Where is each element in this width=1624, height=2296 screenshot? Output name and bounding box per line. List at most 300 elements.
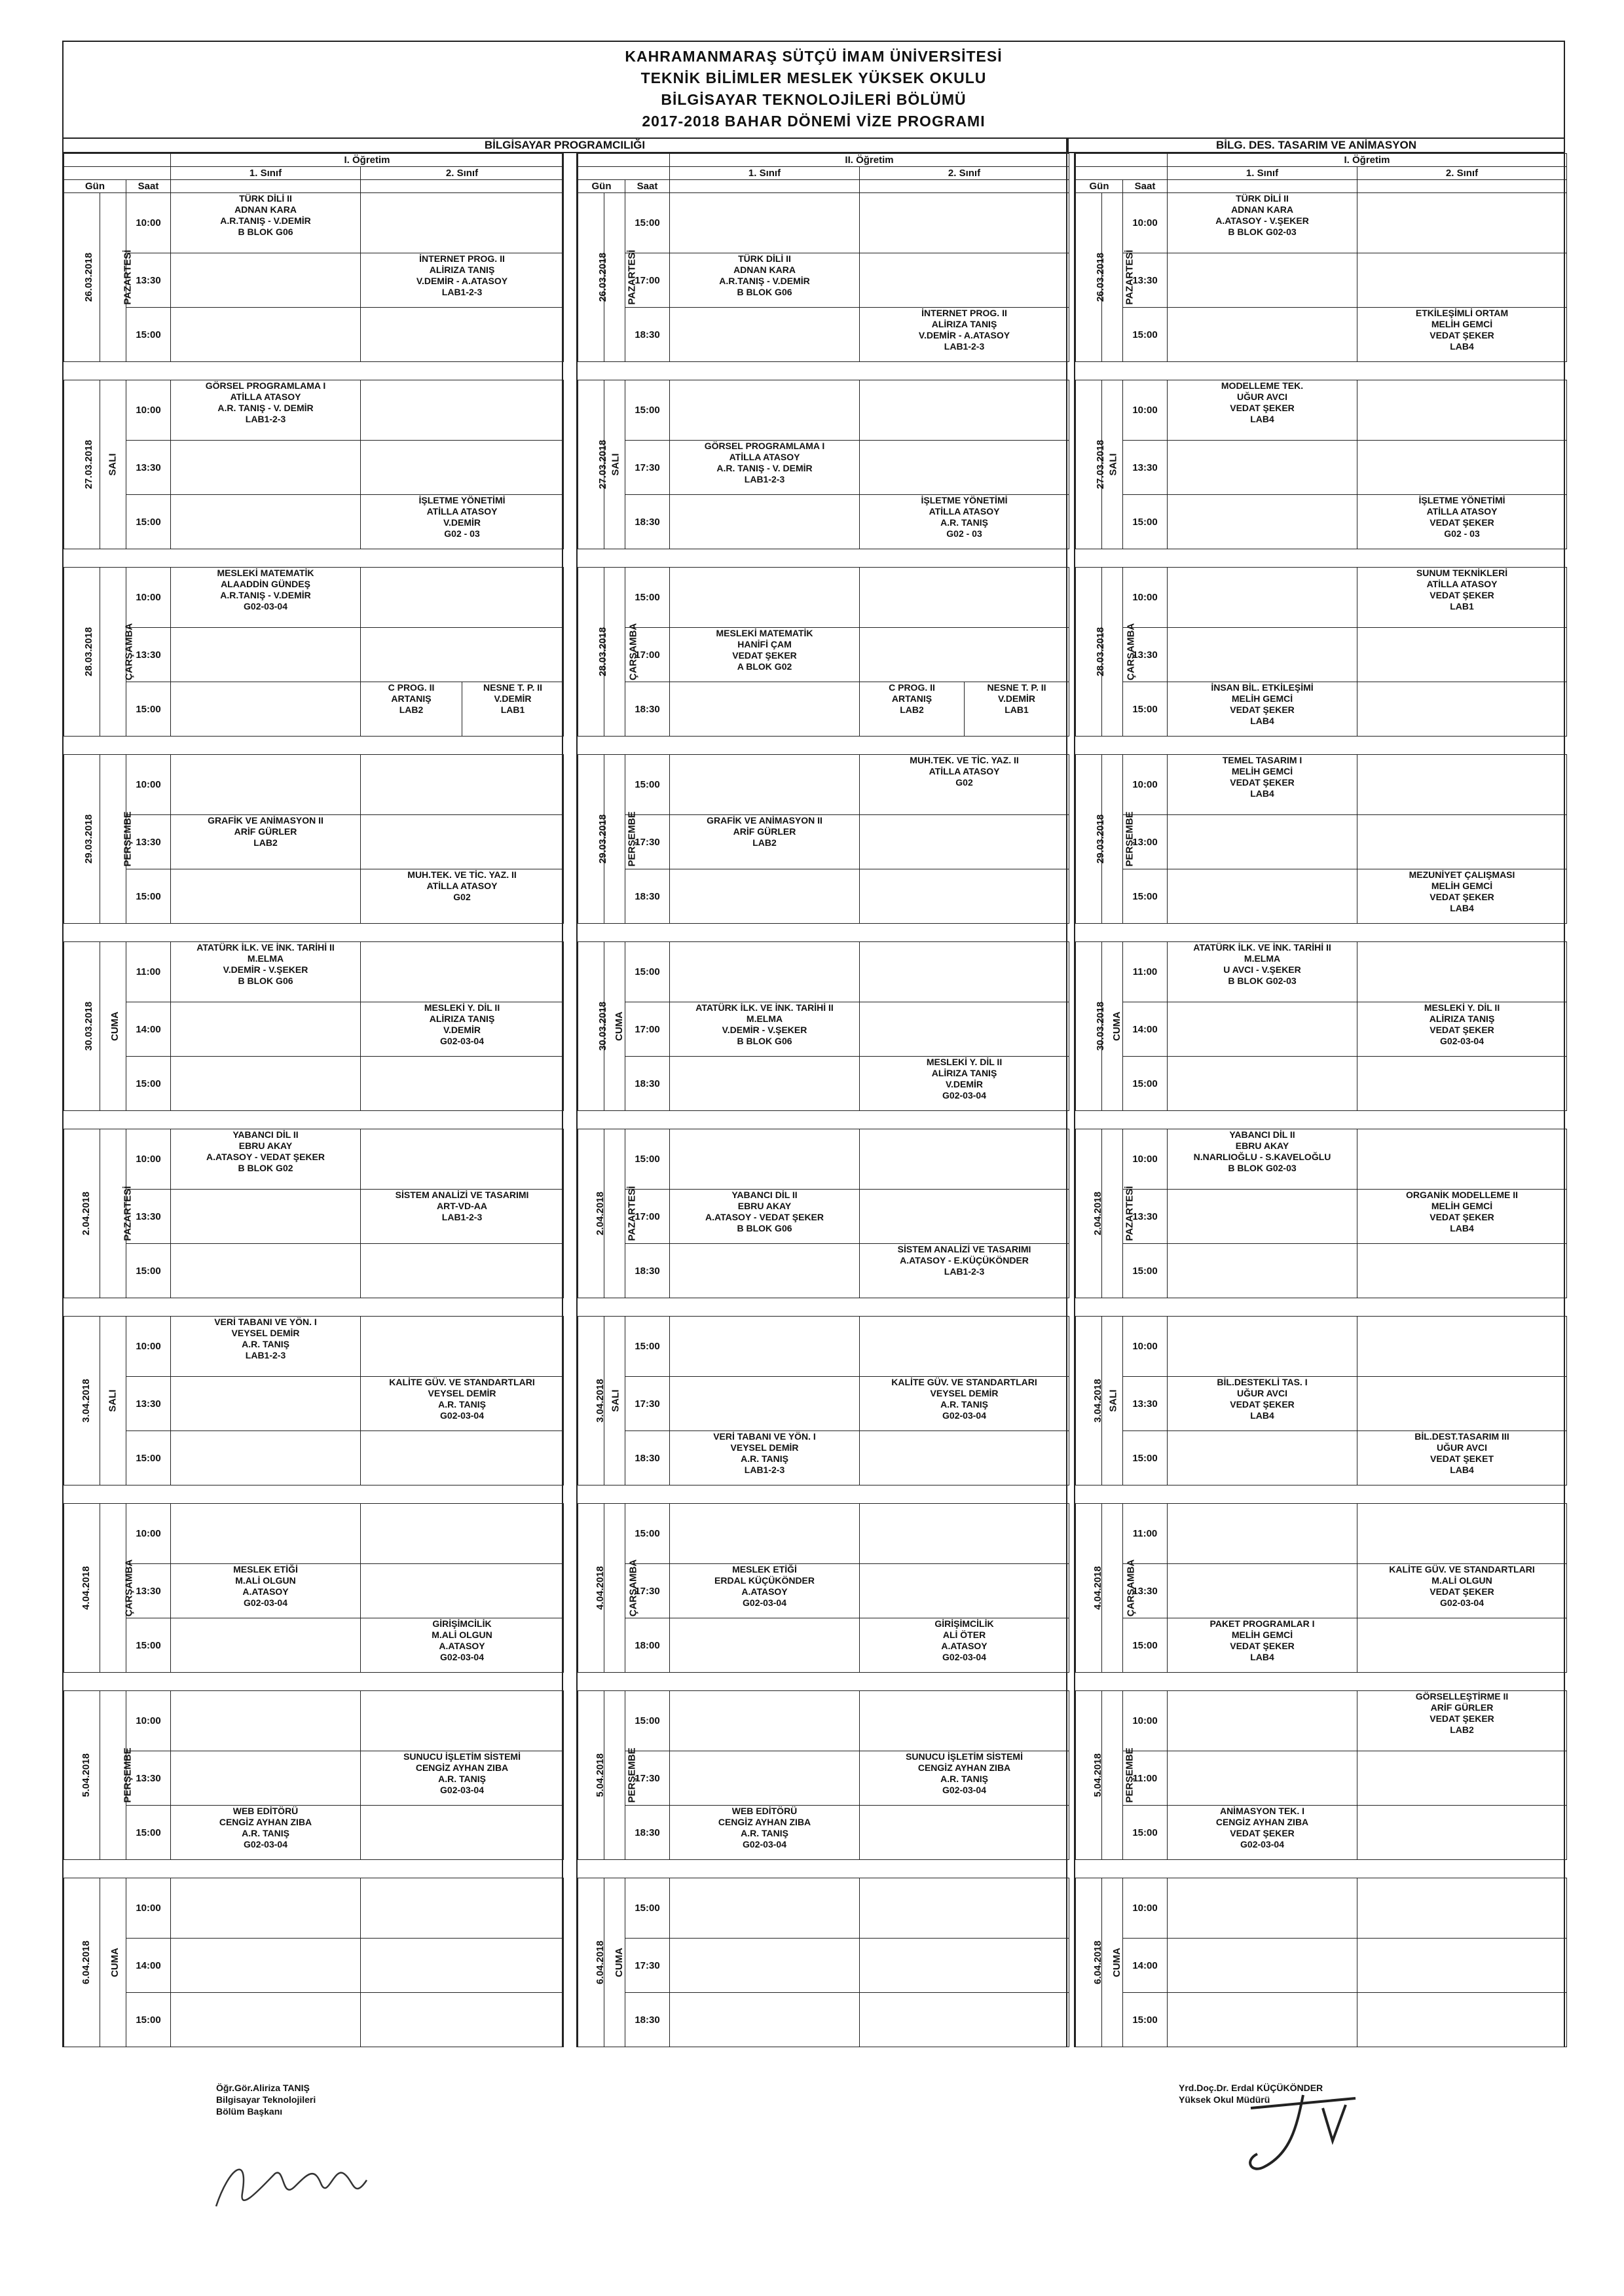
class-2-exam-line: ATİLLA ATASOY: [929, 506, 1000, 517]
class-1-exam: [171, 1939, 361, 1993]
exam-date: 4.04.2018: [1076, 1504, 1102, 1673]
class-2-exam: [1357, 1244, 1567, 1298]
signature-left-handwriting: [203, 2128, 399, 2226]
class-2-exam: [860, 253, 1069, 308]
class-1-exam: [171, 1878, 361, 1939]
class-1-exam-line: VEDAT ŞEKER: [732, 650, 797, 661]
class-2-exam: [361, 1878, 564, 1939]
class-2-header: 2. Sınıf: [1357, 167, 1567, 180]
class-1-exam: [670, 1244, 860, 1298]
class-1-exam-line: LAB1-2-3: [744, 474, 785, 484]
exam-date: 30.03.2018: [578, 942, 604, 1111]
class-2-exam: [1357, 441, 1567, 495]
day-separator: [1076, 1860, 1567, 1878]
class-2-exam-line: A.R. TANIŞ: [438, 1399, 486, 1410]
class-2-exam-line: ATİLLA ATASOY: [1426, 506, 1498, 517]
class-2-exam-line: ALİRIZA TANIŞ: [429, 1013, 495, 1024]
class-1-exam: [670, 1377, 860, 1431]
header-blank: [64, 154, 171, 167]
class-2-exam-line: İŞLETME YÖNETİMİ: [921, 495, 1008, 505]
class-2-exam: [1357, 1002, 1567, 1057]
time-header: Saat: [625, 180, 670, 193]
class-2-exam: [361, 1317, 564, 1377]
class-2-exam: [1357, 193, 1567, 253]
exam-time: 17:00: [625, 1190, 670, 1244]
class-1-exam: [171, 942, 361, 1002]
class-2-exam-line: G02-03-04: [440, 1785, 484, 1795]
exam-time: 10:00: [1123, 1129, 1168, 1190]
class-1-exam: [1168, 1806, 1357, 1860]
class-1-exam-line: ATİLLA ATASOY: [230, 392, 301, 402]
class-1-exam: [670, 1806, 860, 1860]
class-1-exam: [171, 1057, 361, 1111]
class-1-exam: [171, 1002, 361, 1057]
class-2-exam-line: A.ATASOY: [439, 1641, 485, 1651]
class-2-exam-a-line: ARTANIŞ: [391, 693, 432, 704]
class-2-exam-line: ALİ ÖTER: [942, 1630, 986, 1640]
class-1-exam: [670, 253, 860, 308]
exam-time: 10:00: [126, 1129, 171, 1190]
class-1-exam-line: MESLEKİ MATEMATİK: [217, 568, 314, 578]
class-1-exam-line: B BLOK G02: [238, 1163, 293, 1173]
class-2-exam-line: G02-03-04: [440, 1652, 484, 1662]
class-2-exam-a: [860, 682, 965, 737]
class-1-exam: [171, 568, 361, 628]
class-2-exam-line: MELİH GEMCİ: [1431, 1201, 1493, 1211]
header-blank: [361, 180, 564, 193]
class-1-exam: [171, 1806, 361, 1860]
class-1-exam: [1168, 1939, 1357, 1993]
exam-date: 28.03.2018: [1076, 568, 1102, 737]
class-1-exam: [670, 1939, 860, 1993]
class-1-exam-line: YABANCI DİL II: [232, 1129, 299, 1140]
signer-right-title: Yrd.Doç.Dr. Erdal KÜÇÜKÖNDER: [1179, 2083, 1323, 2093]
class-2-exam-line: KALİTE GÜV. VE STANDARTLARI: [1389, 1564, 1535, 1575]
exam-time: 17:30: [625, 815, 670, 869]
exam-time: 10:00: [126, 380, 171, 441]
exam-date: 28.03.2018: [64, 568, 100, 737]
exam-time: 15:00: [126, 682, 171, 737]
class-2-exam: [860, 568, 1069, 628]
class-2-exam: [361, 1564, 564, 1618]
class-1-exam-line: A.R.TANIŞ - V.DEMİR: [220, 215, 311, 226]
class-2-exam: [860, 1057, 1069, 1111]
class-2-exam-line: VEDAT ŞEKER: [1430, 892, 1494, 902]
exam-time: 10:00: [1123, 193, 1168, 253]
exam-date: 2.04.2018: [578, 1129, 604, 1298]
exam-date: 26.03.2018: [578, 193, 604, 362]
class-2-exam: [1357, 1564, 1567, 1618]
class-1-exam: [670, 1057, 860, 1111]
exam-day: CUMA: [1102, 1878, 1123, 2047]
class-1-exam-line: A.R.TANIŞ - V.DEMİR: [719, 276, 810, 286]
exam-day: ÇARŞAMBA: [1102, 568, 1123, 737]
class-2-exam: [860, 1504, 1069, 1564]
class-2-exam-a-line: ARTANIŞ: [891, 693, 932, 704]
class-2-exam-line: VEDAT ŞEKER: [1430, 1713, 1494, 1724]
class-2-exam-line: VEDAT ŞEKER: [1430, 517, 1494, 528]
class-1-exam-line: ARİF GÜRLER: [733, 826, 796, 837]
class-2-exam-line: V.DEMİR - A.ATASOY: [918, 330, 1010, 340]
exam-time: 10:00: [1123, 755, 1168, 815]
day-separator: [578, 924, 1069, 942]
class-1-exam: [670, 380, 860, 441]
panel-bdta-first-shift: [1074, 153, 1565, 2047]
class-2-exam: [1357, 1129, 1567, 1190]
exam-time: 15:00: [1123, 869, 1168, 924]
class-2-exam: [361, 568, 564, 628]
exam-time: 13:30: [126, 1377, 171, 1431]
class-2-exam: [1357, 869, 1567, 924]
exam-date: 3.04.2018: [64, 1317, 100, 1485]
class-1-exam-line: B BLOK G02-03: [1228, 1163, 1297, 1173]
class-2-exam: [361, 1431, 564, 1485]
class-2-exam: [860, 1317, 1069, 1377]
exam-time: 18:30: [625, 308, 670, 362]
exam-date: 26.03.2018: [64, 193, 100, 362]
exam-time: 15:00: [1123, 1618, 1168, 1673]
class-1-exam: [670, 682, 860, 737]
exam-date: 27.03.2018: [1076, 380, 1102, 549]
signer-left-role: Bölüm Başkanı: [216, 2106, 283, 2117]
exam-time: 15:00: [1123, 495, 1168, 549]
exam-date: 2.04.2018: [64, 1129, 100, 1298]
class-1-exam: [171, 1190, 361, 1244]
class-2-exam-line: MESLEKİ Y. DİL II: [926, 1057, 1003, 1067]
exam-time: 17:30: [625, 441, 670, 495]
exam-time: 13:30: [1123, 253, 1168, 308]
class-2-exam-a-line: C PROG. II: [889, 682, 935, 693]
day-separator: [1076, 1673, 1567, 1691]
class-2-exam-line: SUNUM TEKNİKLERİ: [1416, 568, 1508, 578]
class-2-exam: [1357, 628, 1567, 682]
class-1-exam-line: CENGİZ AYHAN ZIBA: [1215, 1817, 1309, 1827]
program-title-right: BİLG. DES. TASARIM VE ANİMASYON: [1067, 137, 1565, 153]
header-blank: [1168, 180, 1357, 193]
shift-label: I. Öğretim: [171, 154, 564, 167]
exam-time: 15:00: [625, 1504, 670, 1564]
class-2-exam: [361, 1939, 564, 1993]
class-1-exam-line: VEDAT ŞEKER: [1230, 704, 1295, 715]
class-1-exam-line: GRAFİK VE ANİMASYON II: [707, 815, 822, 826]
exam-day: SALI: [604, 1317, 625, 1485]
class-1-exam: [1168, 1993, 1357, 2047]
class-1-exam: [1168, 1618, 1357, 1673]
class-1-exam: [670, 1564, 860, 1618]
class-1-exam-line: HANİFİ ÇAM: [737, 639, 792, 649]
class-2-exam-line: VEDAT ŞEKET: [1430, 1453, 1494, 1464]
class-2-exam: [361, 441, 564, 495]
document-header: [62, 41, 1565, 137]
class-1-exam: [1168, 682, 1357, 737]
class-2-exam-line: G02: [955, 777, 973, 788]
class-1-exam-line: B BLOK G06: [737, 1036, 792, 1046]
class-1-exam: [670, 815, 860, 869]
class-2-exam-line: İŞLETME YÖNETİMİ: [1418, 495, 1505, 505]
class-2-exam: [1357, 1806, 1567, 1860]
exam-date: 6.04.2018: [578, 1878, 604, 2047]
class-2-exam-line: MESLEKİ Y. DİL II: [1424, 1002, 1500, 1013]
class-1-exam-line: B BLOK G06: [737, 1223, 792, 1233]
class-2-exam-line: LAB4: [1450, 903, 1474, 913]
class-2-exam-line: ALİRIZA TANIŞ: [931, 1068, 997, 1078]
class-1-exam-line: A.ATASOY: [242, 1586, 289, 1597]
class-1-exam: [670, 1618, 860, 1673]
class-2-exam: [860, 942, 1069, 1002]
class-1-exam-line: MESLEK ETİĞİ: [233, 1564, 298, 1575]
class-1-exam: [171, 1618, 361, 1673]
exam-day: PERŞEMBE: [604, 755, 625, 924]
class-1-exam-line: VEYSEL DEMİR: [730, 1442, 799, 1453]
class-1-exam-line: A.ATASOY - V.ŞEKER: [1215, 215, 1309, 226]
class-2-exam: [860, 308, 1069, 362]
class-1-exam: [1168, 1751, 1357, 1806]
header-blank: [1076, 167, 1168, 180]
class-2-exam: [361, 628, 564, 682]
class-2-exam-line: ATİLLA ATASOY: [929, 766, 1000, 776]
class-1-exam-line: EBRU AKAY: [1235, 1140, 1289, 1151]
class-2-exam-line: A.R. TANIŞ: [940, 1774, 988, 1784]
class-2-exam-line: İŞLETME YÖNETİMİ: [418, 495, 506, 505]
panel-bp-second-shift: [576, 153, 1067, 2047]
class-1-exam: [1168, 1129, 1357, 1190]
exam-time: 10:00: [1123, 1691, 1168, 1751]
exam-time: 18:30: [625, 1993, 670, 2047]
class-1-exam: [171, 755, 361, 815]
class-2-exam-line: ORGANİK MODELLEME II: [1405, 1190, 1519, 1200]
exam-date: 3.04.2018: [1076, 1317, 1102, 1485]
exam-time: 15:00: [126, 1244, 171, 1298]
exam-time: 17:00: [625, 253, 670, 308]
class-2-exam-line: ATİLLA ATASOY: [426, 881, 498, 891]
class-1-exam: [670, 1878, 860, 1939]
exam-time: 14:00: [126, 1939, 171, 1993]
class-2-exam-line: A.R. TANIŞ: [438, 1774, 486, 1784]
exam-time: 15:00: [625, 942, 670, 1002]
class-2-exam: [860, 441, 1069, 495]
time-header: Saat: [1123, 180, 1168, 193]
day-separator: [578, 362, 1069, 380]
class-2-exam: [860, 815, 1069, 869]
class-1-exam-line: LAB1-2-3: [245, 1350, 286, 1360]
class-2-exam-line: G02-03-04: [440, 1036, 484, 1046]
class-2-exam-line: LAB2: [1450, 1724, 1474, 1735]
class-1-exam-line: CENGİZ AYHAN ZIBA: [718, 1817, 811, 1827]
class-2-exam: [361, 1806, 564, 1860]
exam-time: 13:30: [126, 628, 171, 682]
exam-day: CUMA: [100, 942, 126, 1111]
class-2-exam-line: G02: [453, 892, 471, 902]
exam-time: 13:30: [126, 441, 171, 495]
class-1-exam: [171, 682, 361, 737]
exam-time: 15:00: [1123, 308, 1168, 362]
exam-day: SALI: [100, 380, 126, 549]
class-1-exam: [1168, 1431, 1357, 1485]
class-1-exam-line: LAB2: [253, 837, 278, 848]
class-2-exam-line: GİRİŞİMCİLİK: [432, 1618, 492, 1629]
exam-time: 15:00: [126, 1431, 171, 1485]
class-1-exam: [670, 308, 860, 362]
class-2-exam-line: G02-03-04: [1440, 1036, 1484, 1046]
exam-day: PAZARTESİ: [100, 1129, 126, 1298]
exam-time: 18:30: [625, 495, 670, 549]
day-separator: [64, 1485, 564, 1504]
exam-day: PERŞEMBE: [100, 755, 126, 924]
class-1-exam-line: EBRU AKAY: [238, 1140, 293, 1151]
class-1-exam-line: VEDAT ŞEKER: [1230, 1399, 1295, 1410]
class-2-exam-line: M.ALİ OLGUN: [432, 1630, 492, 1640]
class-1-exam: [670, 1002, 860, 1057]
exam-time: 10:00: [1123, 568, 1168, 628]
class-2-exam: [1357, 1057, 1567, 1111]
class-1-exam-line: MESLEK ETİĞİ: [732, 1564, 797, 1575]
day-header: Gün: [1076, 180, 1123, 193]
class-2-exam-line: ALİRIZA TANIŞ: [931, 319, 997, 329]
class-2-exam: [860, 1431, 1069, 1485]
class-2-exam-line: M.ALİ OLGUN: [1431, 1575, 1492, 1586]
class-2-exam-line: ATİLLA ATASOY: [1426, 579, 1498, 589]
class-2-exam-line: G02-03-04: [942, 1785, 986, 1795]
exam-day: PERŞEMBE: [1102, 755, 1123, 924]
header-blank: [670, 180, 860, 193]
exam-day: PAZARTESİ: [1102, 1129, 1123, 1298]
class-1-exam: [670, 568, 860, 628]
class-2-exam: [361, 1377, 564, 1431]
class-2-exam-line: G02 - 03: [1444, 528, 1480, 539]
class-2-exam: [1357, 495, 1567, 549]
class-1-exam: [670, 755, 860, 815]
class-1-exam: [171, 628, 361, 682]
class-1-exam-line: TEMEL TASARIM I: [1222, 755, 1302, 765]
class-1-exam: [1168, 1190, 1357, 1244]
class-2-exam-line: LAB1: [1450, 601, 1474, 611]
class-1-exam-line: A.R. TANIŞ: [741, 1828, 788, 1838]
class-1-exam: [1168, 1878, 1357, 1939]
class-2-exam-a-line: LAB2: [900, 704, 924, 715]
class-1-exam: [670, 495, 860, 549]
exam-time: 18:30: [625, 1057, 670, 1111]
exam-time: 10:00: [126, 1317, 171, 1377]
class-2-exam-line: MELİH GEMCİ: [1431, 881, 1493, 891]
class-1-exam-line: VERİ TABANI VE YÖN. I: [713, 1431, 816, 1442]
class-1-exam-line: GÖRSEL PROGRAMLAMA I: [704, 441, 825, 451]
class-1-exam: [670, 1317, 860, 1377]
class-2-exam-line: CENGİZ AYHAN ZIBA: [917, 1762, 1011, 1773]
class-2-exam-b-line: NESNE T. P. II: [483, 682, 543, 693]
class-1-exam: [1168, 193, 1357, 253]
class-1-exam: [1168, 1317, 1357, 1377]
exam-day: SALI: [604, 380, 625, 549]
class-2-exam-line: A.ATASOY - E.KÜÇÜKÖNDER: [900, 1255, 1029, 1266]
exam-time: 14:00: [1123, 1002, 1168, 1057]
class-1-exam-line: LAB1-2-3: [744, 1465, 785, 1475]
class-2-exam-line: LAB4: [1450, 1465, 1474, 1475]
exam-date: 27.03.2018: [578, 380, 604, 549]
exam-day: SALI: [1102, 1317, 1123, 1485]
day-separator: [64, 1673, 564, 1691]
class-2-exam-line: G02 - 03: [444, 528, 480, 539]
exam-time: 15:00: [625, 1691, 670, 1751]
class-2-exam: [1357, 1504, 1567, 1564]
class-1-header: 1. Sınıf: [1168, 167, 1357, 180]
university-name: KAHRAMANMARAŞ SÜTÇÜ İMAM ÜNİVERSİTESİ: [625, 48, 1003, 65]
class-2-exam: [860, 1691, 1069, 1751]
header-blank: [1076, 154, 1168, 167]
class-2-exam: [1357, 253, 1567, 308]
class-2-exam: [1357, 380, 1567, 441]
exam-time: 11:00: [1123, 1504, 1168, 1564]
exam-time: 15:00: [126, 495, 171, 549]
class-1-exam-line: A.R. TANIŞ: [242, 1339, 289, 1349]
class-1-exam-line: MODELLEME TEK.: [1221, 380, 1304, 391]
class-2-exam-a: [361, 682, 462, 737]
class-1-exam: [670, 1691, 860, 1751]
day-separator: [64, 1860, 564, 1878]
class-1-exam: [670, 1190, 860, 1244]
class-1-exam: [1168, 1244, 1357, 1298]
class-1-exam-line: BİL.DESTEKLİ TAS. I: [1217, 1377, 1308, 1387]
class-2-exam: [361, 253, 564, 308]
class-1-exam: [1168, 942, 1357, 1002]
class-1-exam-line: UĞUR AVCI: [1237, 392, 1288, 402]
exam-day: CUMA: [604, 1878, 625, 2047]
class-1-exam-line: TÜRK DİLİ II: [239, 193, 292, 204]
exam-date: 6.04.2018: [1076, 1878, 1102, 2047]
class-2-exam: [361, 1244, 564, 1298]
class-1-exam-line: WEB EDİTÖRÜ: [731, 1806, 798, 1816]
exam-time: 13:30: [126, 1190, 171, 1244]
class-2-exam-line: KALİTE GÜV. VE STANDARTLARI: [389, 1377, 535, 1387]
class-1-exam: [1168, 1377, 1357, 1431]
exam-day: CUMA: [100, 1878, 126, 2047]
class-1-exam: [171, 1993, 361, 2047]
exam-time: 10:00: [126, 1691, 171, 1751]
class-1-exam: [1168, 628, 1357, 682]
class-2-exam: [361, 1129, 564, 1190]
exam-date: 4.04.2018: [64, 1504, 100, 1673]
exam-date: 6.04.2018: [64, 1878, 100, 2047]
class-1-header: 1. Sınıf: [670, 167, 860, 180]
class-2-exam-line: ALİRIZA TANIŞ: [1429, 1013, 1495, 1024]
class-1-exam-line: G02-03-04: [743, 1597, 786, 1608]
class-2-exam-line: VEDAT ŞEKER: [1430, 1212, 1494, 1222]
exam-time: 10:00: [126, 1878, 171, 1939]
class-2-exam: [860, 1190, 1069, 1244]
exam-time: 15:00: [126, 869, 171, 924]
exam-time: 13:30: [1123, 441, 1168, 495]
exam-day: ÇARŞAMBA: [604, 568, 625, 737]
day-separator: [578, 1860, 1069, 1878]
class-2-exam-line: SUNUCU İŞLETİM SİSTEMİ: [906, 1751, 1023, 1762]
class-2-exam-line: LAB1-2-3: [441, 1212, 483, 1222]
class-2-exam: [860, 1751, 1069, 1806]
class-2-exam-line: MELİH GEMCİ: [1431, 319, 1493, 329]
signer-left-title: Öğr.Gör.Aliriza TANIŞ: [216, 2083, 310, 2093]
class-1-exam: [1168, 495, 1357, 549]
class-1-exam: [1168, 1057, 1357, 1111]
class-1-exam-line: ALAADDİN GÜNDEŞ: [221, 579, 310, 589]
class-2-exam-b-line: LAB1: [1005, 704, 1029, 715]
class-2-exam-line: VEDAT ŞEKER: [1430, 590, 1494, 600]
class-2-exam-line: VEDAT ŞEKER: [1430, 1586, 1494, 1597]
class-2-exam-line: G02-03-04: [440, 1410, 484, 1421]
class-2-exam-line: LAB1-2-3: [944, 341, 985, 352]
class-1-exam: [1168, 380, 1357, 441]
class-1-exam: [1168, 815, 1357, 869]
class-1-exam-line: A.R. TANIŞ: [242, 1828, 289, 1838]
class-1-exam-line: M.ALİ OLGUN: [235, 1575, 296, 1586]
exam-day: CUMA: [1102, 942, 1123, 1111]
